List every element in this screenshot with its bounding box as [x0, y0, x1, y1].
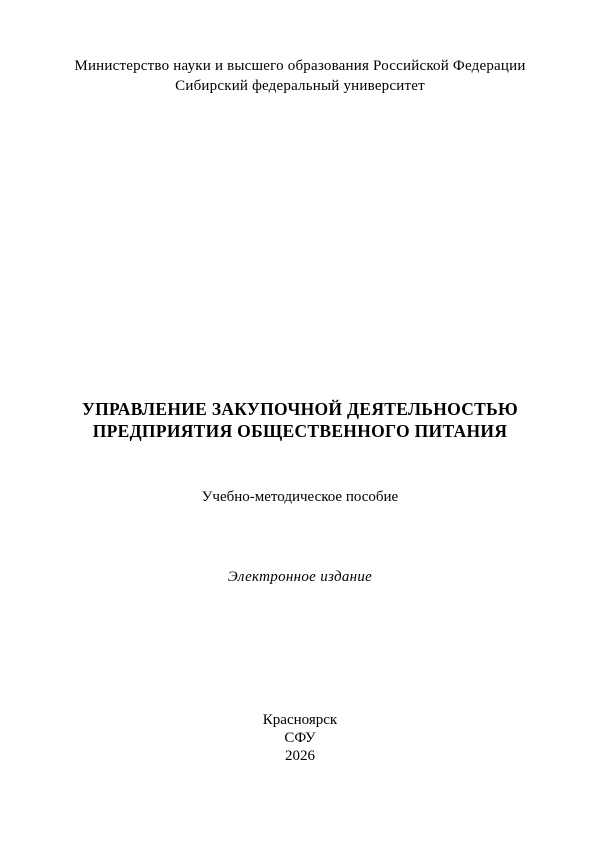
edition-note: Электронное издание — [227, 569, 373, 585]
page-header — [0, 56, 600, 96]
university-line: Сибирский федеральный университет — [175, 78, 425, 94]
imprint — [0, 711, 600, 765]
imprint-city: Красноярск — [262, 712, 338, 728]
document-subtitle: Учебно-методическое пособие — [201, 489, 399, 505]
imprint-publisher: СФУ — [284, 730, 316, 746]
ministry-line: Министерство науки и высшего образования Российской Федерации — [74, 58, 526, 74]
imprint-year: 2026 — [285, 748, 315, 764]
title-line-1: УПРАВЛЕНИЕ ЗАКУПОЧНОЙ ДЕЯТЕЛЬНОСТЬЮ — [81, 399, 519, 419]
title-line-2: ПРЕДПРИЯТИЯ ОБЩЕСТВЕННОГО ПИТАНИЯ — [92, 421, 508, 441]
document-title — [0, 398, 600, 442]
